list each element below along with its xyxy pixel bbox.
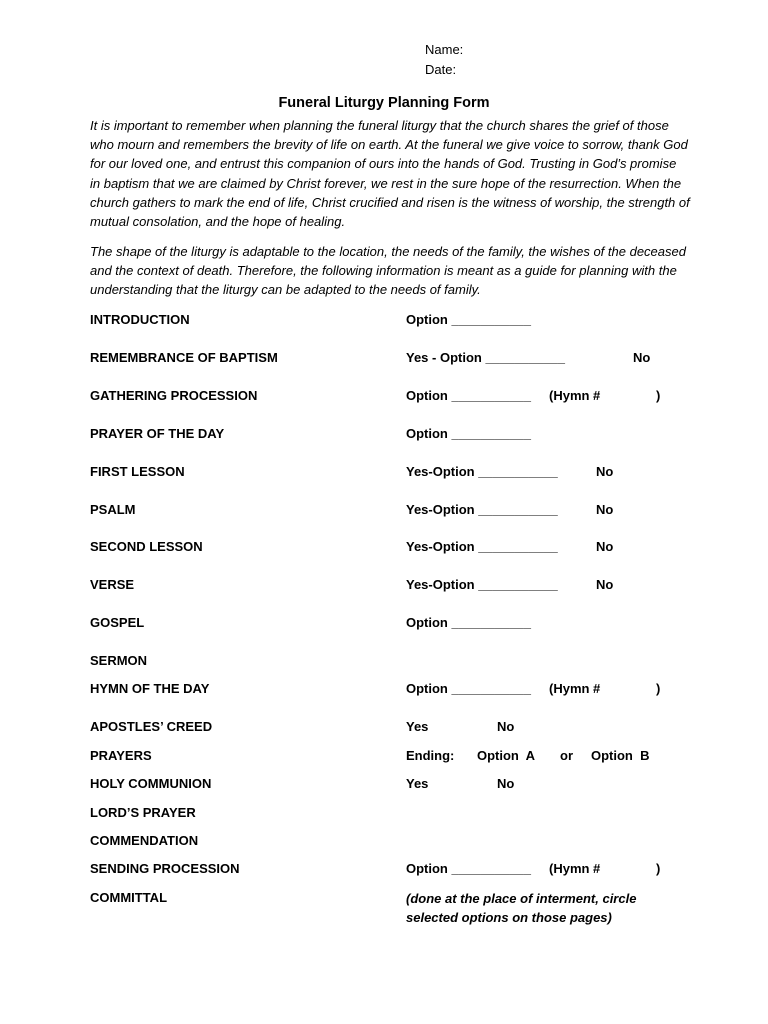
option-blank: Option ___________ (406, 312, 532, 327)
row-label: REMEMBRANCE OF BAPTISM (90, 350, 278, 365)
row-prayers (90, 748, 690, 768)
row-apostles-creed (90, 719, 690, 739)
row-holy-communion (90, 776, 690, 796)
hymn-number-close: ) (656, 681, 661, 696)
yes-choice: Yes (406, 776, 429, 791)
hymn-number-open: (Hymn # (549, 861, 601, 876)
row-sermon (90, 653, 690, 673)
row-second-lesson (90, 539, 690, 559)
hymn-number-open: (Hymn # (549, 388, 601, 403)
option-b-choice: Option B (591, 748, 650, 763)
row-commendation (90, 833, 690, 853)
yes-choice: Yes (406, 719, 429, 734)
option-blank: Option ___________ (406, 861, 532, 876)
row-gathering-procession (90, 388, 690, 408)
row-label: GOSPEL (90, 615, 145, 630)
row-verse (90, 577, 690, 597)
option-blank: Option ___________ (406, 388, 532, 403)
row-hymn-of-the-day (90, 681, 690, 701)
option-blank: Yes-Option ___________ (406, 464, 558, 479)
name-label: Name: (425, 42, 464, 57)
option-blank: Yes-Option ___________ (406, 577, 558, 592)
option-blank: Yes - Option ___________ (406, 350, 565, 365)
row-label: FIRST LESSON (90, 464, 185, 479)
no-choice: No (633, 350, 651, 365)
hymn-number-open: (Hymn # (549, 681, 601, 696)
no-choice: No (497, 719, 515, 734)
row-label: VERSE (90, 577, 135, 592)
option-blank: Yes-Option ___________ (406, 539, 558, 554)
no-choice: No (497, 776, 515, 791)
row-lords-prayer (90, 805, 690, 825)
row-gospel (90, 615, 690, 635)
row-introduction (90, 312, 690, 332)
date-label: Date: (425, 62, 457, 77)
row-sending-procession (90, 861, 690, 881)
row-label: LORD’S PRAYER (90, 805, 196, 820)
option-a-choice: Option A (477, 748, 536, 763)
row-label: PSALM (90, 502, 136, 517)
row-label: SERMON (90, 653, 148, 668)
row-label: INTRODUCTION (90, 312, 190, 327)
row-label: PRAYER OF THE DAY (90, 426, 225, 441)
row-remembrance-of-baptism (90, 350, 690, 370)
option-blank: Option ___________ (406, 681, 532, 696)
ending-label: Ending: (406, 748, 455, 763)
no-choice: No (596, 577, 614, 592)
committal-note: (done at the place of interment, circle selected options on those pages) (406, 891, 637, 925)
intro-paragraph-2: The shape of the liturgy is adaptable to the location, the needs of the family, the wishes of the deceased and the context of death. Therefore, the following information is meant as a guide for planning with the understanding that the liturgy can be adapted to the needs of family. (90, 244, 686, 298)
row-psalm (90, 502, 690, 522)
row-prayer-of-the-day (90, 426, 690, 446)
row-first-lesson (90, 464, 690, 484)
hymn-number-close: ) (656, 388, 661, 403)
row-label: APOSTLES’ CREED (90, 719, 213, 734)
no-choice: No (596, 502, 614, 517)
intro-paragraph-1: It is important to remember when planning the funeral liturgy that the church shares the grief of those who mourn and remembers the brevity of life on earth. At the funeral we give voice to sorrow, thank God for our loved one, and entrust this companion of ours into the hands of God. Trusting in God’s promise in baptism that we are claimed by Christ forever, we rest in the sure hope of the resurrection. When the church gathers to mark the end of life, Christ crucified and risen is the witness of worship, the strength of mutual consolation, and the hope of healing. (90, 118, 690, 230)
row-label: PRAYERS (90, 748, 152, 763)
option-blank: Option ___________ (406, 615, 532, 630)
row-label: HYMN OF THE DAY (90, 681, 210, 696)
hymn-number-close: ) (656, 861, 661, 876)
row-label: GATHERING PROCESSION (90, 388, 258, 403)
header-fields (425, 40, 463, 80)
option-blank: Yes-Option ___________ (406, 502, 558, 517)
row-label: COMMENDATION (90, 833, 199, 848)
form-title: Funeral Liturgy Planning Form (278, 95, 490, 111)
row-label: SECOND LESSON (90, 539, 203, 554)
no-choice: No (596, 539, 614, 554)
no-choice: No (596, 464, 614, 479)
row-label: COMMITTAL (90, 890, 168, 905)
or-label: or (560, 748, 573, 763)
option-blank: Option ___________ (406, 426, 532, 441)
row-label: SENDING PROCESSION (90, 861, 240, 876)
row-label: HOLY COMMUNION (90, 776, 212, 791)
